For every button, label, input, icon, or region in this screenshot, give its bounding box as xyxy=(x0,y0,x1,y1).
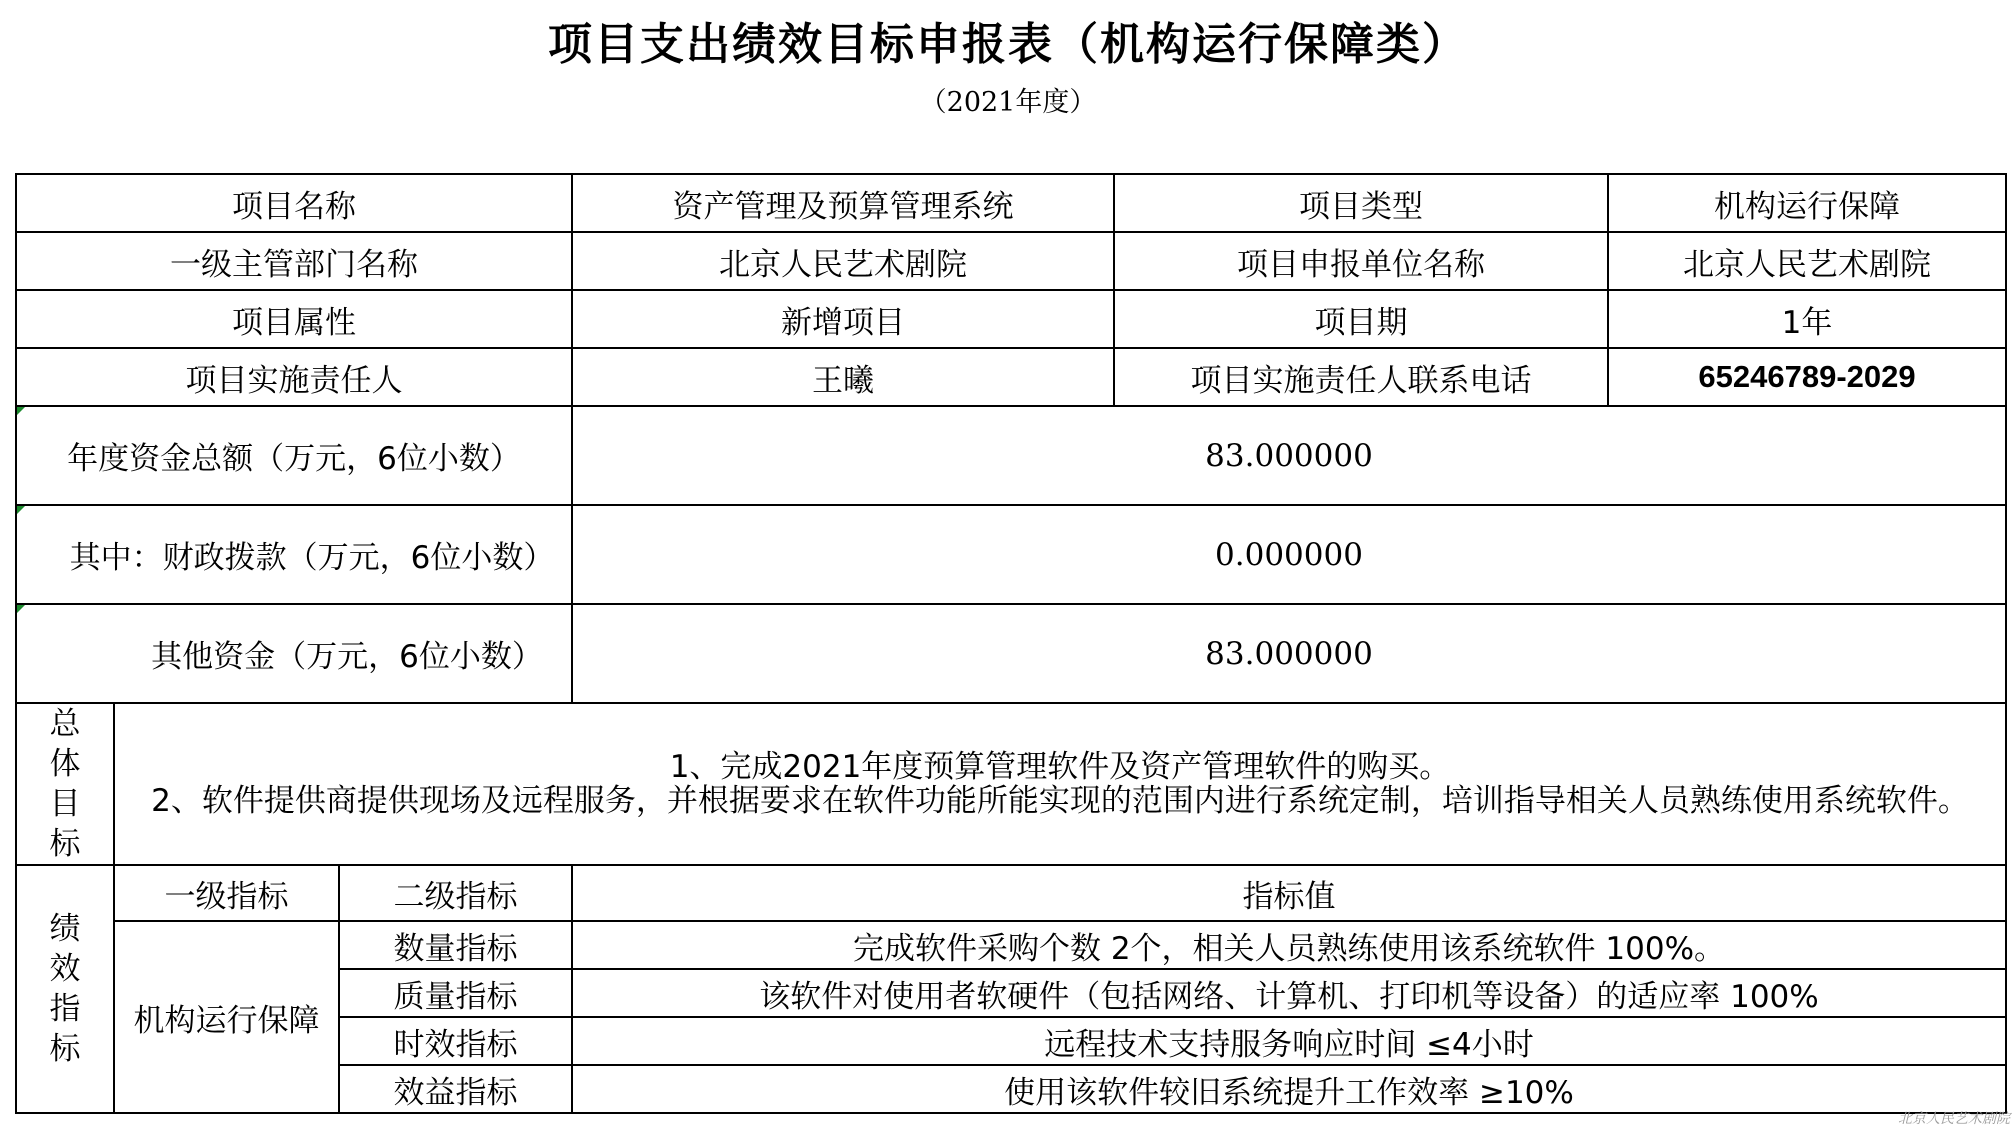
level2-indicator: 时效指标 xyxy=(339,1017,572,1065)
fund-fiscal-label: 其中：财政拨款（万元，6位小数） xyxy=(16,505,572,604)
goal-line-1: 1、完成2021年度预算管理软件及资产管理软件的购买。 xyxy=(669,749,1451,785)
dept-label: 一级主管部门名称 xyxy=(16,232,572,290)
col-value-header: 指标值 xyxy=(572,865,2006,921)
level2-indicator: 效益指标 xyxy=(339,1065,572,1113)
indicator-value: 完成软件采购个数 2个，相关人员熟练使用该系统软件 100%。 xyxy=(572,921,2006,969)
form-subtitle: （2021年度） xyxy=(919,87,1097,118)
watermark: 北京人民艺术剧院 xyxy=(1898,1111,2010,1127)
attr-label: 项目属性 xyxy=(16,290,572,348)
fund-fiscal-value: 0.000000 xyxy=(572,505,2006,604)
col-level1-header: 一级指标 xyxy=(114,865,339,921)
row-attribute xyxy=(16,290,2006,348)
owner-label: 项目实施责任人 xyxy=(16,348,572,406)
indicator-row xyxy=(16,921,2006,969)
indicator-label-char: 指 xyxy=(49,991,81,1027)
project-name-value: 资产管理及预算管理系统 xyxy=(572,174,1114,232)
row-fund-fiscal xyxy=(16,505,2006,604)
indicator-label-char: 绩 xyxy=(49,911,81,947)
phone-value: 65246789-2029 xyxy=(1608,348,2006,406)
form-title: 项目支出绩效目标申报表（机构运行保障类） xyxy=(548,19,1468,70)
goal-label-char: 标 xyxy=(49,826,81,862)
indicator-value: 使用该软件较旧系统提升工作效率 ≥10% xyxy=(572,1065,2006,1113)
project-type-value: 机构运行保障 xyxy=(1608,174,2006,232)
row-owner xyxy=(16,348,2006,406)
period-value: 1年 xyxy=(1608,290,2006,348)
row-fund-total xyxy=(16,406,2006,505)
phone-label: 项目实施责任人联系电话 xyxy=(1114,348,1608,406)
goal-label-char: 总 xyxy=(49,706,81,742)
row-fund-other xyxy=(16,604,2006,703)
fund-total-label: 年度资金总额（万元，6位小数） xyxy=(16,406,572,505)
unit-value: 北京人民艺术剧院 xyxy=(1608,232,2006,290)
col-level2-header: 二级指标 xyxy=(339,865,572,921)
indicator-label-char: 标 xyxy=(49,1031,81,1067)
overall-goal-text xyxy=(114,703,2006,865)
overall-goal-label xyxy=(16,703,114,865)
unit-label: 项目申报单位名称 xyxy=(1114,232,1608,290)
period-label: 项目期 xyxy=(1114,290,1608,348)
level2-indicator: 质量指标 xyxy=(339,969,572,1017)
row-project-name xyxy=(16,174,2006,232)
project-type-label: 项目类型 xyxy=(1114,174,1608,232)
goal-label-char: 体 xyxy=(49,746,81,782)
level2-indicator: 数量指标 xyxy=(339,921,572,969)
indicator-label-char: 效 xyxy=(49,951,81,987)
goal-label-char: 目 xyxy=(49,786,81,822)
dept-value: 北京人民艺术剧院 xyxy=(572,232,1114,290)
row-indicator-header xyxy=(16,865,2006,921)
indicator-value: 远程技术支持服务响应时间 ≤4小时 xyxy=(572,1017,2006,1065)
level1-indicator: 机构运行保障 xyxy=(114,921,339,1113)
row-department xyxy=(16,232,2006,290)
attr-value: 新增项目 xyxy=(572,290,1114,348)
indicator-value: 该软件对使用者软硬件（包括网络、计算机、打印机等设备）的适应率 100% xyxy=(572,969,2006,1017)
row-overall-goal xyxy=(16,703,2006,865)
goal-line-2: 2、软件提供商提供现场及远程服务，并根据要求在软件功能所能实现的范围内进行系统定制，培训指导相关人员熟练使用系统软件。 xyxy=(151,783,1969,819)
owner-value: 王曦 xyxy=(572,348,1114,406)
fund-other-label: 其他资金（万元，6位小数） xyxy=(16,604,572,703)
project-name-label: 项目名称 xyxy=(16,174,572,232)
performance-form-table xyxy=(15,173,2007,1114)
fund-other-value: 83.000000 xyxy=(572,604,2006,703)
indicator-section-label xyxy=(16,865,114,1113)
fund-total-value: 83.000000 xyxy=(572,406,2006,505)
